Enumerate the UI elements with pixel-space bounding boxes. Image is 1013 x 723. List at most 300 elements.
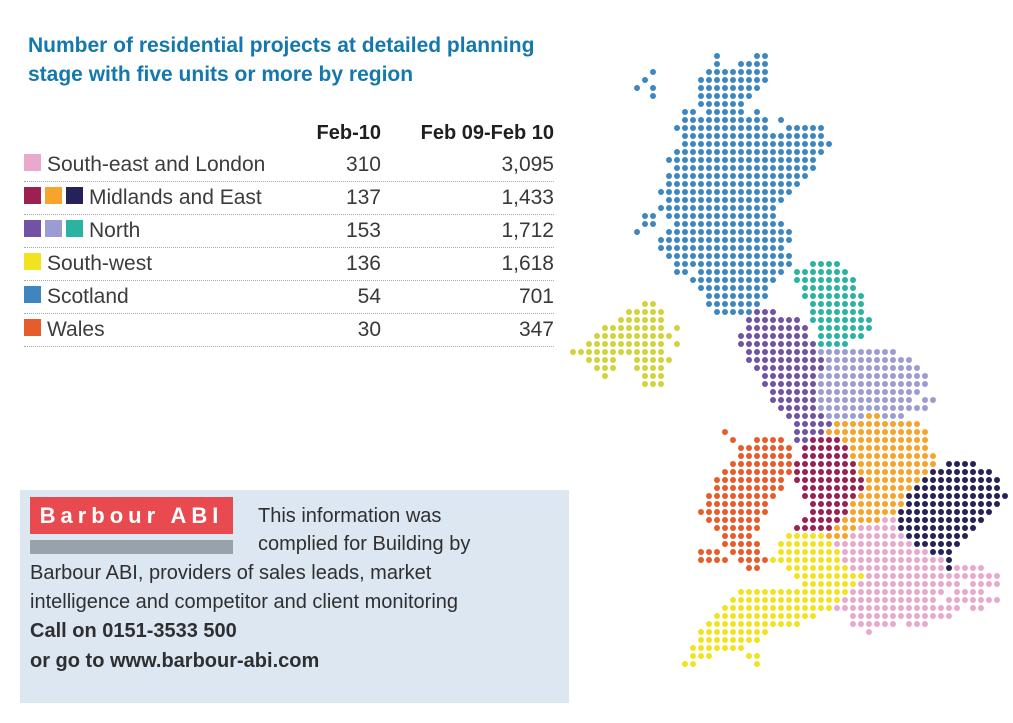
map-dot-west-midlands (818, 517, 824, 523)
row-label-cell (24, 153, 276, 177)
map-dot-west-midlands (802, 525, 808, 531)
map-dot-south-west (810, 557, 816, 563)
map-dot-scotland (762, 165, 768, 171)
map-dot-east-of-england (906, 517, 912, 523)
map-dot-west-midlands (810, 517, 816, 523)
map-dot-northern-ireland (666, 333, 672, 339)
map-dot-wales (722, 469, 728, 475)
map-dot-west-midlands (834, 509, 840, 515)
map-dot-south-east-and-london (858, 605, 864, 611)
map-dot-scotland (746, 309, 752, 315)
map-dot-north-west (770, 341, 776, 347)
map-dot-east-midlands (858, 437, 864, 443)
map-dot-wales (746, 509, 752, 515)
map-dot-south-west (738, 629, 744, 635)
map-dot-scotland (706, 101, 712, 107)
map-dot-scotland (778, 197, 784, 203)
map-dot-east-midlands (834, 525, 840, 531)
map-dot-yorkshire (882, 349, 888, 355)
map-dot-wales (746, 533, 752, 539)
map-dot-scotland (794, 133, 800, 139)
map-dot-north-east (866, 317, 872, 323)
map-dot-scotland (706, 237, 712, 243)
map-dot-south-west (762, 589, 768, 595)
map-dot-east-midlands (858, 509, 864, 515)
map-dot-south-east-and-london (914, 613, 920, 619)
map-dot-east-of-england (994, 493, 1000, 499)
map-dot-north-west (818, 413, 824, 419)
map-dot-south-east-and-london (906, 621, 912, 627)
map-dot-scotland (722, 261, 728, 267)
map-dot-south-west (730, 629, 736, 635)
map-dot-east-of-england (978, 509, 984, 515)
map-dot-wales (754, 437, 760, 443)
map-dot-east-of-england (914, 509, 920, 515)
map-dot-west-midlands (818, 493, 824, 499)
map-dot-south-east-and-london (850, 549, 856, 555)
map-dot-scotland (722, 173, 728, 179)
map-dot-south-east-and-london (914, 549, 920, 555)
map-dot-east-midlands (890, 485, 896, 491)
map-dot-wales (762, 469, 768, 475)
feb09-feb10-value: 1,618 (501, 252, 554, 275)
map-dot-east-midlands (890, 437, 896, 443)
map-dot-west-midlands (802, 461, 808, 467)
map-dot-scotland (730, 69, 736, 75)
map-dot-east-of-england (946, 533, 952, 539)
map-dot-west-midlands (810, 525, 816, 531)
map-dot-east-of-england (946, 469, 952, 475)
map-dot-wales (770, 437, 776, 443)
map-dot-scotland (682, 229, 688, 235)
map-dot-scotland (722, 157, 728, 163)
map-dot-wales (730, 517, 736, 523)
map-dot-south-east-and-london (962, 589, 968, 595)
map-dot-north-west (786, 373, 792, 379)
map-dot-east-of-england (906, 525, 912, 531)
map-dot-west-midlands (842, 453, 848, 459)
map-dot-yorkshire (818, 397, 824, 403)
map-dot-east-midlands (922, 437, 928, 443)
map-dot-north-east (818, 333, 824, 339)
map-dot-yorkshire (882, 389, 888, 395)
map-dot-north-west (794, 357, 800, 363)
map-dot-wales (738, 517, 744, 523)
map-dot-east-midlands (866, 469, 872, 475)
map-dot-south-east-and-london (866, 541, 872, 547)
map-dot-yorkshire (858, 357, 864, 363)
map-dot-south-east-and-london (914, 597, 920, 603)
map-dot-scotland (706, 85, 712, 91)
map-dot-south-east-and-london (938, 573, 944, 579)
map-dot-north-east (826, 333, 832, 339)
map-dot-north-west (754, 333, 760, 339)
map-dot-south-east-and-london (882, 549, 888, 555)
map-dot-east-midlands (874, 517, 880, 523)
map-dot-south-west (754, 589, 760, 595)
map-dot-east-of-england (930, 525, 936, 531)
map-dot-east-of-england (954, 525, 960, 531)
map-dot-south-east-and-london (858, 621, 864, 627)
map-dot-south-east-and-london (874, 621, 880, 627)
map-dot-scotland (674, 157, 680, 163)
map-dot-wales (754, 517, 760, 523)
map-dot-east-of-england (986, 493, 992, 499)
map-dot-northern-ireland (642, 309, 648, 315)
table-row (24, 281, 554, 314)
map-dot-scotland (706, 253, 712, 259)
map-dot-scotland (690, 117, 696, 123)
map-dot-south-west (682, 661, 688, 667)
map-dot-south-east-and-london (850, 557, 856, 563)
map-dot-yorkshire (850, 405, 856, 411)
map-dot-north-west (794, 429, 800, 435)
map-dot-north-west (810, 405, 816, 411)
page-title (28, 31, 534, 89)
map-dot-scotland (730, 141, 736, 147)
map-dot-east-midlands (914, 437, 920, 443)
map-dot-south-west (770, 557, 776, 563)
map-dot-west-midlands (834, 453, 840, 459)
map-dot-north-west (778, 389, 784, 395)
map-dot-scotland (714, 269, 720, 275)
map-dot-south-west (794, 541, 800, 547)
map-dot-east-midlands (850, 501, 856, 507)
map-dot-scotland (738, 77, 744, 83)
map-dot-south-west (706, 653, 712, 659)
map-dot-south-west (746, 613, 752, 619)
map-dot-south-east-and-london (882, 533, 888, 539)
map-dot-south-east-and-london (930, 605, 936, 611)
map-dot-wales (754, 445, 760, 451)
map-dot-wales (746, 557, 752, 563)
map-dot-east-midlands (906, 485, 912, 491)
map-dot-north-west (778, 397, 784, 403)
map-dot-scotland (730, 205, 736, 211)
map-dot-northern-ireland (618, 349, 624, 355)
map-dot-northern-ireland (618, 325, 624, 331)
map-dot-scotland (722, 101, 728, 107)
map-dot-south-east-and-london (914, 573, 920, 579)
map-dot-scotland (762, 261, 768, 267)
map-dot-south-west (698, 637, 704, 643)
map-dot-scotland (746, 181, 752, 187)
map-dot-east-of-england (922, 493, 928, 499)
map-dot-east-midlands (882, 461, 888, 467)
map-dot-south-east-and-london (858, 565, 864, 571)
map-dot-west-midlands (826, 453, 832, 459)
map-dot-south-east-and-london (962, 597, 968, 603)
map-dot-east-midlands (858, 453, 864, 459)
map-dot-east-midlands (874, 501, 880, 507)
map-dot-wales (714, 517, 720, 523)
map-dot-north-east (850, 309, 856, 315)
map-dot-northern-ireland (650, 381, 656, 387)
map-dot-south-west (794, 549, 800, 555)
map-dot-scotland (754, 301, 760, 307)
map-dot-east-midlands (850, 517, 856, 523)
map-dot-north-east (858, 293, 864, 299)
map-dot-scotland (786, 189, 792, 195)
map-dot-scotland (754, 181, 760, 187)
map-dot-northern-ireland (626, 333, 632, 339)
map-dot-scotland (722, 229, 728, 235)
map-dot-northern-ireland (642, 301, 648, 307)
map-dot-scotland (738, 205, 744, 211)
map-dot-south-east-and-london (890, 573, 896, 579)
map-dot-south-east-and-london (842, 557, 848, 563)
map-dot-yorkshire (890, 349, 896, 355)
map-dot-north-west (762, 309, 768, 315)
map-dot-north-west (794, 317, 800, 323)
map-dot-yorkshire (914, 381, 920, 387)
map-dot-scotland (682, 253, 688, 259)
map-dot-south-east-and-london (866, 613, 872, 619)
map-dot-south-west (754, 621, 760, 627)
map-dot-south-east-and-london (930, 573, 936, 579)
map-dot-south-east-and-london (898, 581, 904, 587)
map-dot-east-midlands (914, 477, 920, 483)
map-dot-north-east (818, 301, 824, 307)
map-dot-scotland (810, 149, 816, 155)
map-dot-scotland (674, 261, 680, 267)
map-dot-scotland (714, 301, 720, 307)
map-dot-south-west (738, 645, 744, 651)
map-dot-south-east-and-london (962, 565, 968, 571)
map-dot-east-of-england (930, 469, 936, 475)
map-dot-east-of-england (970, 477, 976, 483)
map-dot-scotland (746, 61, 752, 67)
map-dot-north-east (866, 325, 872, 331)
map-dot-yorkshire (898, 373, 904, 379)
map-dot-east-midlands (866, 501, 872, 507)
map-dot-south-west (850, 573, 856, 579)
map-dot-wales (778, 477, 784, 483)
map-dot-east-of-england (914, 493, 920, 499)
map-dot-north-west (778, 365, 784, 371)
map-dot-wales (786, 461, 792, 467)
map-dot-scotland (714, 181, 720, 187)
map-dot-wales (730, 541, 736, 547)
map-dot-scotland (730, 285, 736, 291)
map-dot-yorkshire (898, 389, 904, 395)
map-dot-scotland (714, 285, 720, 291)
map-dot-scotland (738, 173, 744, 179)
map-dot-north-west (770, 349, 776, 355)
map-dot-scotland (650, 213, 656, 219)
map-dot-south-west (778, 589, 784, 595)
map-dot-scotland (794, 181, 800, 187)
map-dot-scotland (778, 181, 784, 187)
map-dot-scotland (682, 125, 688, 131)
map-dot-south-east-and-london (874, 589, 880, 595)
feb09-feb10-value: 1,433 (501, 186, 554, 209)
map-dot-scotland (698, 189, 704, 195)
map-dot-scotland (722, 117, 728, 123)
map-dot-south-east-and-london (882, 597, 888, 603)
map-dot-south-west (762, 597, 768, 603)
table-row (24, 182, 554, 215)
map-dot-scotland (698, 141, 704, 147)
map-dot-west-midlands (834, 477, 840, 483)
map-dot-northern-ireland (586, 349, 592, 355)
map-dot-east-of-england (922, 509, 928, 515)
map-dot-east-midlands (858, 461, 864, 467)
map-dot-scotland (762, 181, 768, 187)
map-dot-yorkshire (818, 373, 824, 379)
map-dot-east-of-england (914, 501, 920, 507)
map-dot-north-west (786, 381, 792, 387)
map-dot-scotland (762, 77, 768, 83)
map-dot-north-west (754, 341, 760, 347)
map-dot-scotland (754, 109, 760, 115)
map-dot-south-east-and-london (834, 541, 840, 547)
map-dot-scotland (738, 269, 744, 275)
map-dot-scotland (674, 181, 680, 187)
map-dot-scotland (730, 237, 736, 243)
map-dot-yorkshire (874, 381, 880, 387)
legend-swatch-east-midlands (45, 187, 62, 204)
map-dot-northern-ireland (674, 341, 680, 347)
map-dot-south-east-and-london (986, 597, 992, 603)
map-dot-wales (770, 485, 776, 491)
map-dot-scotland (674, 245, 680, 251)
map-dot-wales (746, 565, 752, 571)
map-dot-south-west (826, 549, 832, 555)
map-dot-north-west (770, 333, 776, 339)
map-dot-scotland (722, 237, 728, 243)
map-dot-scotland (746, 173, 752, 179)
map-dot-north-west (810, 373, 816, 379)
map-dot-wales (722, 541, 728, 547)
map-dot-northern-ireland (626, 349, 632, 355)
map-dot-scotland (714, 221, 720, 227)
map-dot-scotland (770, 229, 776, 235)
map-dot-scotland (762, 157, 768, 163)
map-dot-wales (754, 453, 760, 459)
map-dot-yorkshire (874, 373, 880, 379)
map-dot-south-west (834, 549, 840, 555)
map-dot-north-west (818, 365, 824, 371)
map-dot-north-west (810, 429, 816, 435)
map-dot-scotland (770, 197, 776, 203)
map-dot-south-east-and-london (874, 549, 880, 555)
map-dot-west-midlands (802, 453, 808, 459)
map-dot-south-east-and-london (938, 581, 944, 587)
map-dot-scotland (722, 69, 728, 75)
map-dot-yorkshire (882, 357, 888, 363)
map-dot-scotland (658, 189, 664, 195)
map-dot-west-midlands (842, 501, 848, 507)
map-dot-east-of-england (1002, 493, 1008, 499)
map-dot-scotland (666, 157, 672, 163)
map-dot-north-west (794, 381, 800, 387)
map-dot-wales (714, 485, 720, 491)
map-dot-south-east-and-london (922, 581, 928, 587)
map-dot-wales (754, 493, 760, 499)
map-dot-scotland (730, 245, 736, 251)
map-dot-wales (738, 461, 744, 467)
map-dot-northern-ireland (602, 325, 608, 331)
map-dot-scotland (682, 133, 688, 139)
map-dot-northern-ireland (650, 309, 656, 315)
map-dot-west-midlands (818, 477, 824, 483)
map-dot-scotland (762, 237, 768, 243)
map-dot-scotland (738, 229, 744, 235)
map-dot-yorkshire (898, 381, 904, 387)
map-dot-northern-ireland (594, 357, 600, 363)
map-dot-north-west (810, 413, 816, 419)
map-dot-south-east-and-london (954, 565, 960, 571)
map-dot-scotland (738, 293, 744, 299)
map-dot-northern-ireland (634, 325, 640, 331)
map-dot-south-west (810, 605, 816, 611)
map-dot-scotland (722, 85, 728, 91)
map-dot-south-west (802, 589, 808, 595)
map-dot-scotland (746, 197, 752, 203)
map-dot-south-east-and-london (906, 605, 912, 611)
map-dot-scotland (762, 133, 768, 139)
map-dot-north-west (786, 341, 792, 347)
map-dot-scotland (778, 253, 784, 259)
map-dot-west-midlands (802, 485, 808, 491)
region-label: Scotland (47, 285, 129, 308)
map-dot-south-east-and-london (898, 541, 904, 547)
map-dot-yorkshire (850, 365, 856, 371)
map-dot-west-midlands (826, 493, 832, 499)
map-dot-east-midlands (842, 437, 848, 443)
map-dot-northern-ireland (586, 357, 592, 363)
map-dot-yorkshire (818, 405, 824, 411)
map-dot-south-west (810, 565, 816, 571)
map-dot-south-east-and-london (930, 581, 936, 587)
legend-swatches (24, 153, 45, 177)
map-dot-north-west (770, 373, 776, 379)
map-dot-south-east-and-london (978, 597, 984, 603)
map-dot-scotland (738, 125, 744, 131)
map-dot-scotland (746, 213, 752, 219)
map-dot-north-east (818, 325, 824, 331)
map-dot-east-midlands (906, 429, 912, 435)
map-dot-scotland (762, 229, 768, 235)
map-dot-scotland (722, 285, 728, 291)
map-dot-scotland (714, 77, 720, 83)
map-dot-wales (746, 517, 752, 523)
map-dot-south-east-and-london (890, 549, 896, 555)
map-dot-west-midlands (842, 477, 848, 483)
map-dot-north-west (818, 357, 824, 363)
map-dot-scotland (730, 229, 736, 235)
map-dot-north-west (786, 317, 792, 323)
map-dot-west-midlands (842, 509, 848, 515)
map-dot-wales (738, 533, 744, 539)
map-dot-south-east-and-london (906, 573, 912, 579)
map-dot-east-midlands (898, 485, 904, 491)
map-dot-scotland (746, 133, 752, 139)
map-dot-scotland (706, 109, 712, 115)
map-dot-scotland (746, 269, 752, 275)
map-dot-north-east (842, 317, 848, 323)
map-dot-wales (746, 477, 752, 483)
table-row (24, 149, 554, 182)
map-dot-south-east-and-london (890, 621, 896, 627)
map-dot-north-west (802, 437, 808, 443)
map-dot-south-east-and-london (890, 581, 896, 587)
map-dot-north-east (802, 277, 808, 283)
map-dot-yorkshire (826, 381, 832, 387)
map-dot-scotland (746, 277, 752, 283)
map-dot-south-east-and-london (890, 613, 896, 619)
